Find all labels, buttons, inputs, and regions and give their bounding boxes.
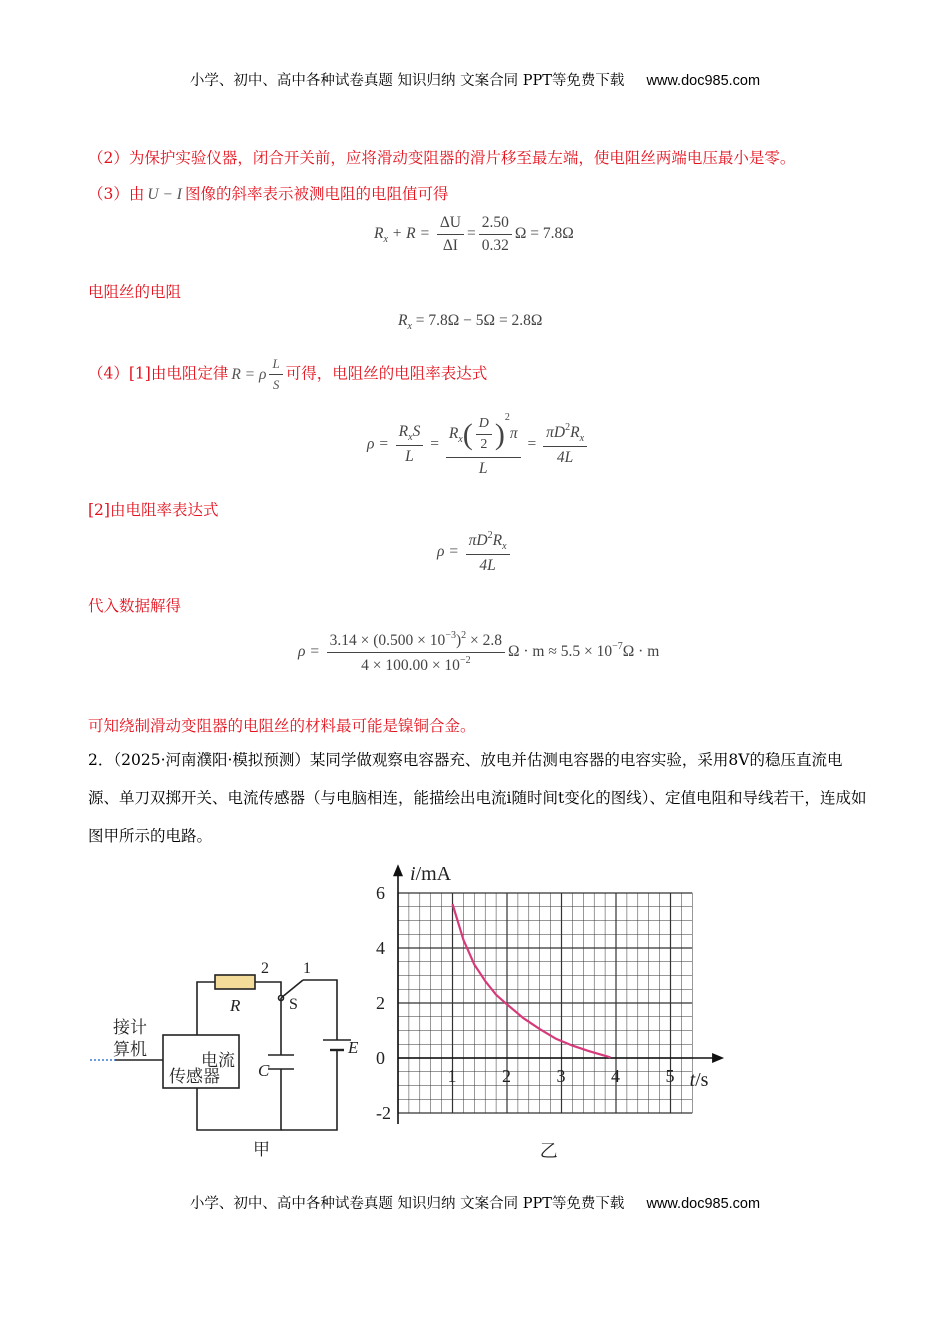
footer-text: 小学、初中、高中各种试卷真题 知识归纳 文案合同 PPT等免费下载	[189, 1196, 625, 1212]
sensor-label-1: 电流	[201, 1051, 235, 1070]
x-tick-label: 5	[665, 1066, 675, 1086]
ui-math: U − I	[147, 186, 182, 203]
capacitor-label: C	[258, 1061, 270, 1080]
y-axis-arrow	[393, 864, 403, 876]
page-header	[0, 69, 950, 90]
x-tick-label: 3	[556, 1066, 566, 1086]
question-text: （2025·河南濮阳·模拟预测）某同学做观察电容器充、放电并估测电容器的电容实验，采用8V的稳压直流电源、单刀双掷开关、电流传感器（与电脑相连，能描绘出电流i随时间t变化的图线）、定值电阻和导线若干，连成如图甲所示的电路。	[88, 751, 867, 845]
node-2-label: 2	[261, 960, 269, 977]
equation-slope: $R_x + R$ = $\frac{\Delta U}{\Delta I}$ = $\frac{2.50}{0.32}$ Ω = 7.8Ω	[374, 214, 574, 254]
y-tick-label: 4	[376, 938, 385, 958]
question-2	[88, 741, 868, 855]
x-tick-label: 1	[447, 1066, 457, 1086]
resistor-label: R	[230, 996, 241, 1015]
equation-resistivity-derivation: ρ = $\frac{R_xS}{L}$ = $R_x$( $\frac{D}{2}$ )$^2$π L = $\frac{\pi D^2R_x}{4L}$	[367, 412, 590, 478]
x-axis-label: t/s	[689, 1069, 709, 1091]
equation-rx: $R_x = 7.8\Omega - 5\Omega = 2.8\Omega$	[398, 312, 543, 332]
equation-resistivity: ρ = $\frac{\pi D^2R_x}{4L}$	[437, 530, 513, 575]
y-axis-label: i/mA	[410, 863, 452, 885]
circuit-diagram	[85, 955, 375, 1165]
y-tick-label: 6	[376, 883, 385, 903]
wire-resistance-label: 电阻丝的电阻	[88, 283, 182, 301]
chart-caption: 乙	[539, 1141, 558, 1161]
solution-part-2: （2）为保护实验仪器，闭合开关前，应将滑动变阻器的滑片移至最左端，使电阻丝两端电压最小是零。	[88, 149, 796, 167]
solution-part-3: （3）由 U − I 图像的斜率表示被测电阻的电阻值可得	[88, 185, 449, 203]
x-axis-arrow	[712, 1053, 724, 1063]
header-url[interactable]: www.doc985.com	[646, 73, 761, 89]
battery-label: E	[348, 1038, 359, 1057]
x-tick-label: 4	[611, 1066, 620, 1086]
pc-label-2: 算机	[113, 1040, 147, 1059]
node-1-label: 1	[303, 960, 311, 977]
header-text: 小学、初中、高中各种试卷真题 知识归纳 文案合同 PPT等免费下载	[189, 73, 625, 89]
conclusion: 可知绕制滑动变阻器的电阻丝的材料最可能是镍铜合金。	[88, 717, 476, 735]
solution-part-4: （4）[1]由电阻定律 R = ρ $\frac{L}{S}$ 可得，电阻丝的电阻率表达式	[88, 356, 488, 392]
question-number: 2．	[88, 751, 114, 769]
page-footer	[0, 1192, 950, 1213]
equation-numeric: ρ = $\frac{3.14 \times (0.500 \times 10^{-3})^2 \times 2.8}{4 \times 100.00 \times 10^{-2}}$ $\Omega \cdot m \approx 5.5 \times 10^{-7}\Omega \cdot m$	[298, 630, 660, 674]
substitute-label: 代入数据解得	[88, 597, 182, 615]
pc-label-1: 接计	[113, 1018, 147, 1037]
y-tick-label: 2	[376, 993, 385, 1013]
sensor-label-2: 传感器	[169, 1067, 220, 1086]
resistivity-label: [2]由电阻率表达式	[88, 501, 219, 519]
y-tick-label: 0	[376, 1048, 385, 1068]
x-tick-label: 2	[502, 1066, 511, 1086]
current-time-chart	[365, 855, 735, 1165]
circuit-caption: 甲	[253, 1140, 270, 1159]
y-tick-label: -2	[376, 1103, 391, 1123]
switch-label: S	[289, 996, 298, 1013]
discharge-curve	[453, 904, 611, 1057]
chart-grid	[398, 893, 692, 1113]
footer-url[interactable]: www.doc985.com	[646, 1196, 761, 1212]
